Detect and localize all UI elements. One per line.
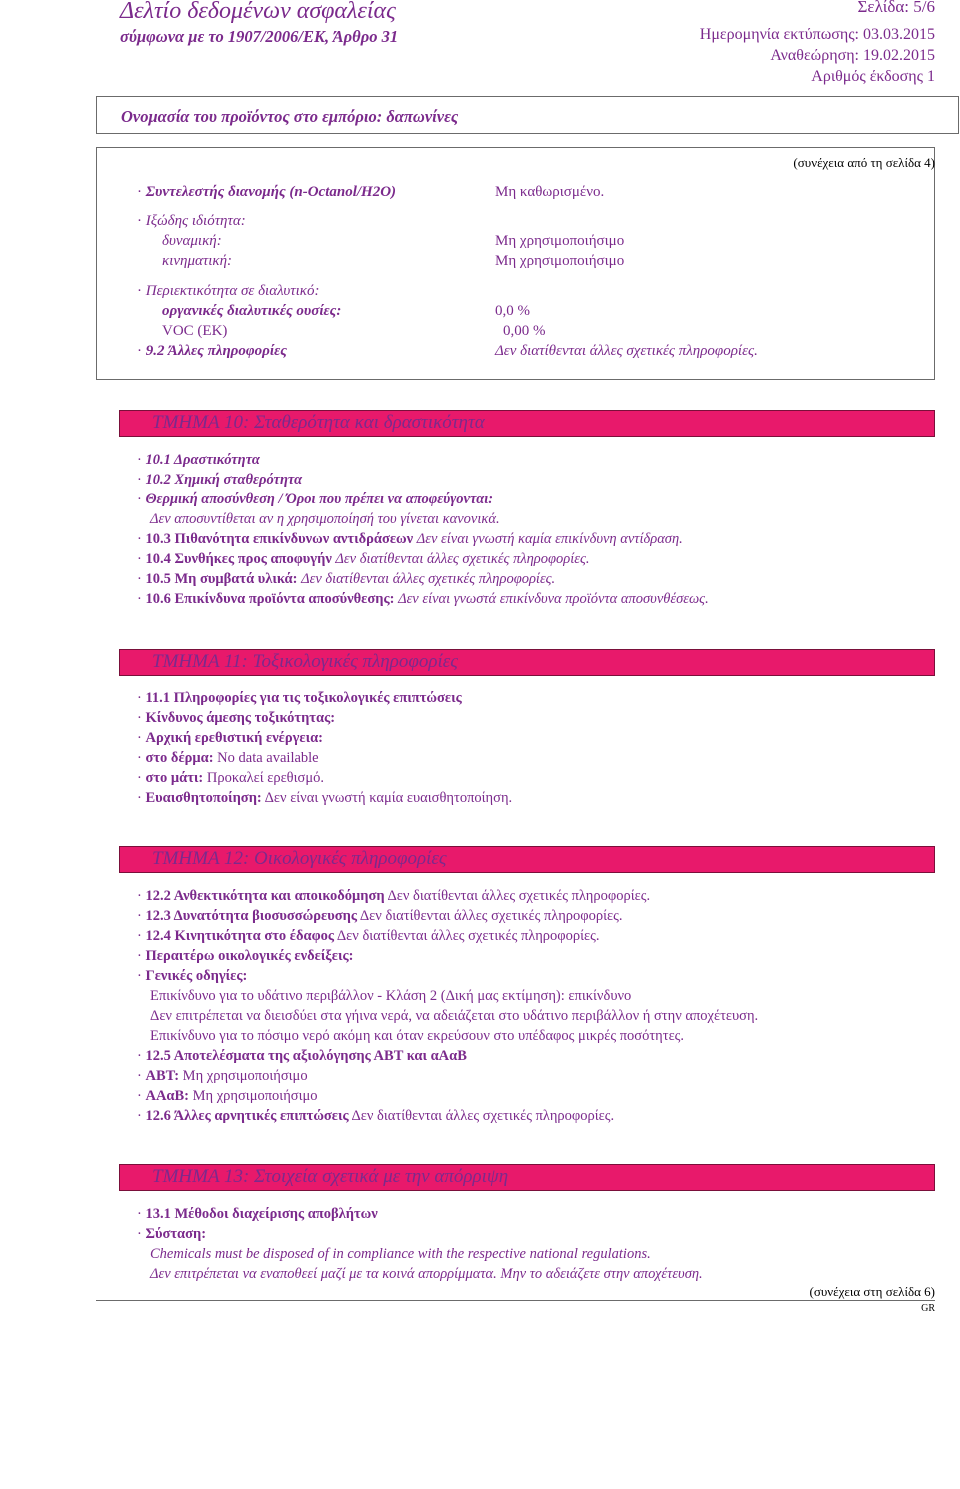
voc-label: VOC (ΕΚ) [162,323,228,339]
language-code: GR [921,1303,935,1314]
dynamic-label: δυναμική: [162,233,222,249]
solvent-row: · Περιεκτικότητα σε διαλυτικό: [137,283,320,299]
s12-line12: · 12.6 Άλλες αρνητικές επιπτώσεις Δεν διατίθενται άλλες σχετικές πληροφορίες. [137,1108,615,1124]
other-info-row: · 9.2 Άλλες πληροφορίες [137,343,287,359]
s12-line5: · Γενικές οδηγίες: [137,968,248,984]
viscosity-label: Ιξώδης ιδιότητα: [145,213,246,229]
s12-line9: · 12.5 Αποτελέσματα της αξιολόγησης ΑΒΤ και αΑαΒ [137,1048,467,1064]
s13-line4: Δεν επιτρέπεται να εναποθεεί μαζί με τα κοινά απορρίμματα. Μην το αδειάζετε στην αποχέτευση. [150,1266,703,1282]
s12-line4: · Περαιτέρω οικολογικές ενδείξεις: [137,948,354,964]
s11-line1: · 11.1 Πληροφορίες για τις τοξικολογικές επιπτώσεις [137,690,462,706]
s10-line6: · 10.4 Συνθήκες προς αποφυγήν Δεν διατίθενται άλλες σχετικές πληροφορίες. [137,551,590,567]
s12-line1: · 12.2 Ανθεκτικότητα και αποικοδόμηση Δεν διατίθενται άλλες σχετικές πληροφορίες. [137,888,651,904]
voc-value: 0,00 % [503,323,546,339]
section11-title: ΤΜΗΜΑ 11: Τοξικολογικές πληροφορίες [152,651,458,672]
s11-line5: · στο μάτι: Προκαλεί ερεθισμό. [137,770,324,786]
s13-line1: · 13.1 Μέθοδοι διαχείρισης αποβλήτων [137,1206,378,1222]
section11-header [119,649,935,676]
organic-value: 0,0 % [495,303,530,319]
solvent-label: Περιεκτικότητα σε διαλυτικό: [145,283,320,299]
kinematic-value: Μη χρησιμοποιήσιμο [495,253,625,269]
dynamic-value: Μη χρησιμοποιήσιμο [495,233,625,249]
revision-date: Αναθεώρηση: 19.02.2015 [770,47,935,64]
continued-to: (συνέχεια στη σελίδα 6) [809,1284,935,1299]
continued-from: (συνέχεια από τη σελίδα 4) [793,155,935,170]
section13-header [119,1164,935,1191]
kinematic-label: κινηματική: [162,253,233,269]
s10-line5: · 10.3 Πιθανότητα επικίνδυνων αντιδράσεων Δεν είναι γνωστή καμία επικίνδυνη αντίδραση. [137,531,683,547]
other-info-value: Δεν διατίθενται άλλες σχετικές πληροφορίες. [495,343,758,359]
s11-line3: · Αρχική ερεθιστική ενέργεια: [137,730,324,746]
s10-line8: · 10.6 Επικίνδυνα προϊόντα αποσύνθεσης: Δεν είναι γνωστά επικίνδυνα προϊόντα αποσυνθέσεως. [137,591,709,607]
section13-title: ΤΜΗΜΑ 13: Στοιχεία σχετικά με την απόρριψη [152,1166,509,1187]
s12-line6: Επικίνδυνο για το υδάτινο περιβάλλον - Κλάση 2 (Δική μας εκτίμηση): επικίνδυνο [150,988,632,1004]
section10-header [119,410,935,437]
page-number: Σελίδα: 5/6 [857,0,935,16]
s11-line6: · Ευαισθητοποίηση: Δεν είναι γνωστή καμία ευαισθητοποίηση. [137,790,513,806]
s12-line2: · 12.3 Δυνατότητα βιοσυσσώρευσης Δεν διατίθενται άλλες σχετικές πληροφορίες. [137,908,623,924]
s12-line8: Επικίνδυνο για το πόσιμο νερό ακόμη και όταν εκρεύσουν στο υπέδαφος μικρές ποσότητες. [150,1028,685,1044]
s13-line3: Chemicals must be disposed of in compliance with the respective national regulations. [150,1246,651,1262]
s10-line3: · Θερμική αποσύνθεση / Όροι που πρέπει να αποφεύγονται: [137,491,494,507]
s11-line2: · Κίνδυνος άμεσης τοξικότητας: [137,710,336,726]
s10-line7: · 10.5 Μη συμβατά υλικά: Δεν διατίθενται άλλες σχετικές πληροφορίες. [137,571,556,587]
organic-label: οργανικές διαλυτικές ουσίες: [162,303,342,319]
s10-line2: · 10.2 Χημική σταθερότητα [137,472,303,488]
s12-line10: · ΑΒΤ: Μη χρησιμοποιήσιμο [137,1068,308,1084]
document-title: Δελτίο δεδομένων ασφαλείας [120,0,396,24]
version-number: Αριθμός έκδοσης 1 [811,68,935,85]
partition-label: Συντελεστής διανομής (n-Octanol/H2O) [145,184,397,200]
section12-header [119,846,935,873]
print-date: Ημερομηνία εκτύπωσης: 03.03.2015 [699,26,935,43]
section12-title: ΤΜΗΜΑ 12: Οικολογικές πληροφορίες [152,848,447,869]
s11-line4: · στο δέρμα: No data available [137,750,319,766]
partition-value: Μη καθωρισμένο. [495,184,605,200]
other-info-label: 9.2 Άλλες πληροφορίες [145,343,287,359]
viscosity-row: · Ιξώδης ιδιότητα: [137,213,246,229]
partition-row: · Συντελεστής διανομής (n-Octanol/H2O) [137,184,397,200]
s10-line4: Δεν αποσυντίθεται αν η χρησιμοποίησή του γίνεται κανονικά. [150,511,500,527]
s13-line2: · Σύσταση: [137,1226,207,1242]
footer-rule [96,1300,935,1301]
s12-line7: Δεν επιτρέπεται να διεισδύει στα γήινα νερά, να αδειάζεται στο υδάτινο περιβάλλον ή στην αποχέτευση. [150,1008,759,1024]
section10-title: ΤΜΗΜΑ 10: Σταθερότητα και δραστικότητα [152,412,485,433]
product-name: Ονομασία του προϊόντος στο εμπόριο: δαπωνίνες [121,107,459,126]
s12-line11: · ΑΑαΒ: Μη χρησιμοποιήσιμο [137,1088,318,1104]
s12-line3: · 12.4 Κινητικότητα στο έδαφος Δεν διατίθενται άλλες σχετικές πληροφορίες. [137,928,600,944]
s10-line1: · 10.1 Δραστικότητα [137,452,260,468]
regulation-subtitle: σύμφωνα με το 1907/2006/ΕΚ, Άρθρο 31 [120,27,399,46]
